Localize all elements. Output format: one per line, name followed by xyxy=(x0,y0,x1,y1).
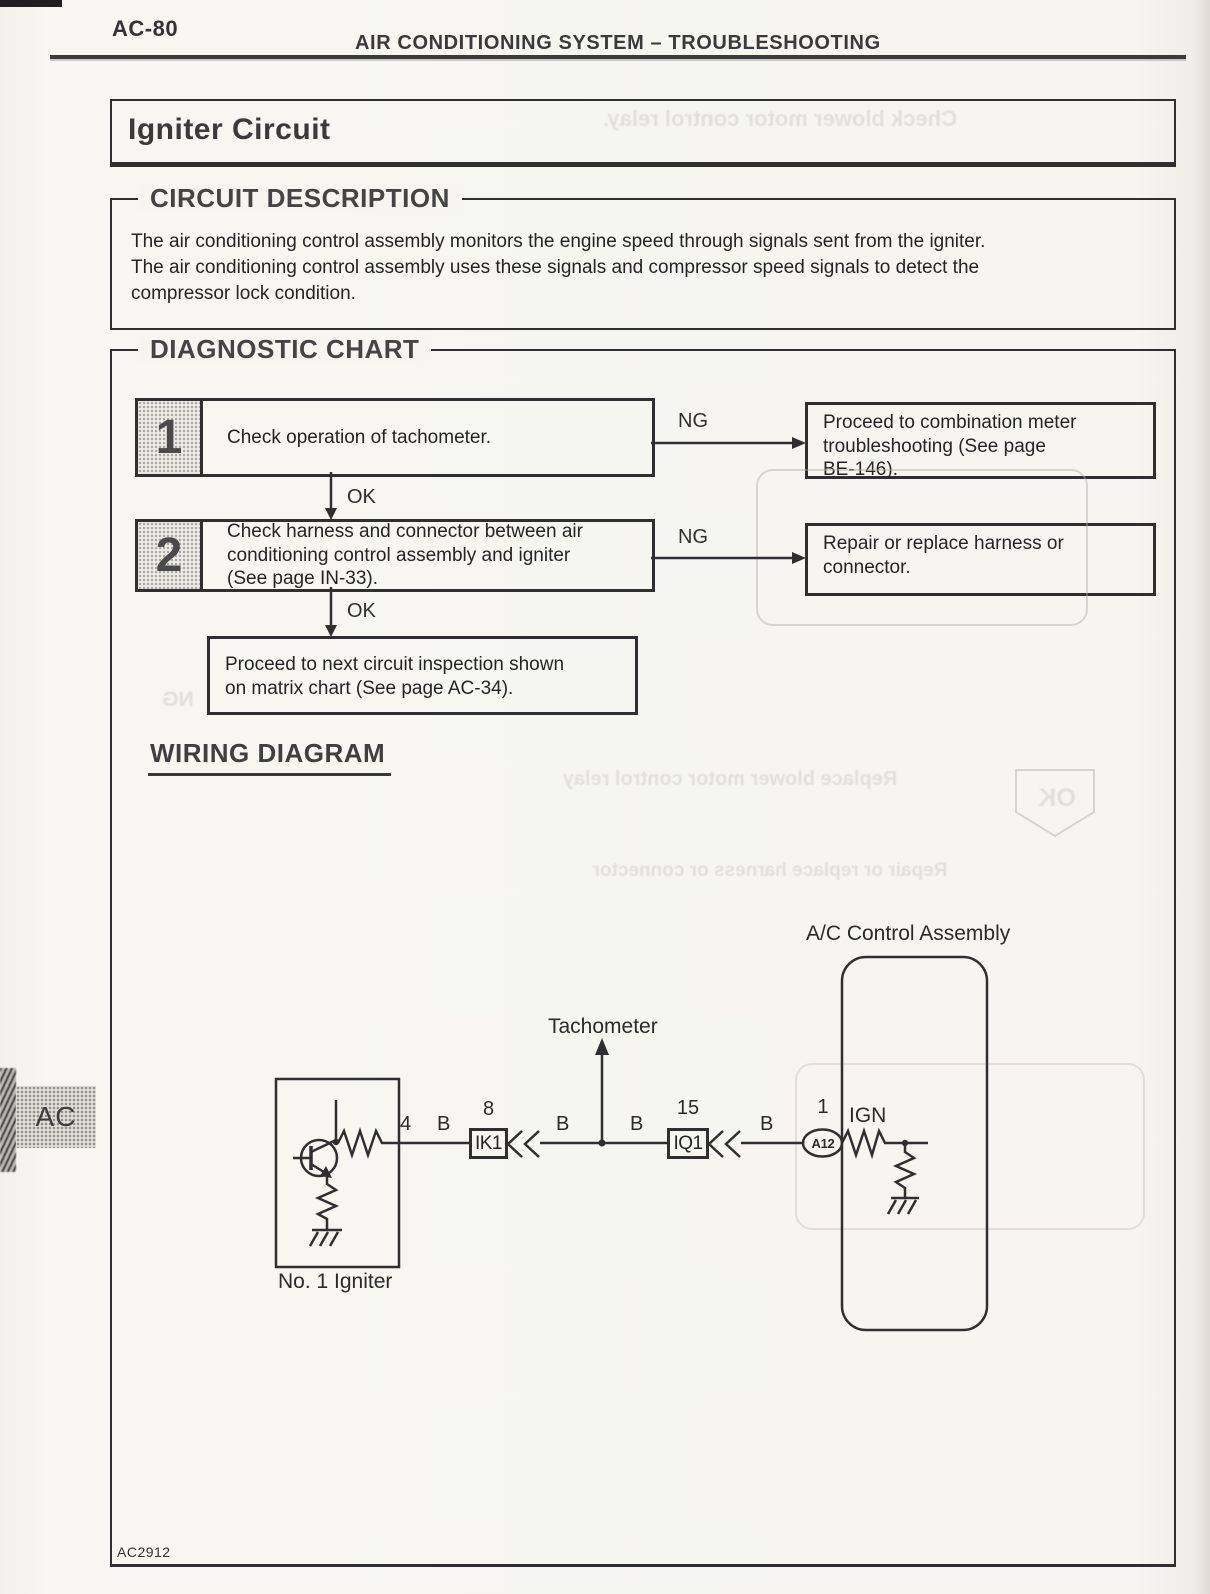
circuit-description-heading: CIRCUIT DESCRIPTION xyxy=(138,183,462,213)
figure-code: AC2912 xyxy=(117,1544,171,1560)
wire-color-b: B xyxy=(556,1113,570,1135)
ok-arrow-2 xyxy=(325,587,337,637)
result-line: Proceed to combination meter xyxy=(823,412,1077,433)
igniter-resistor xyxy=(338,1131,399,1155)
step-number: 2 xyxy=(138,522,203,589)
page-code: AC-80 xyxy=(112,16,179,41)
connector-a12-oval xyxy=(803,1130,842,1157)
tachometer-label: Tachometer xyxy=(548,1015,658,1038)
diagnostic-chart-heading: DIAGNOSTIC CHART xyxy=(138,334,431,364)
connector-iq1: IQ1 xyxy=(667,1128,709,1159)
pin-4-label: 4 xyxy=(400,1113,412,1135)
igniter-label: No. 1 Igniter xyxy=(278,1270,393,1293)
wiring-diagram-heading: WIRING DIAGRAM xyxy=(148,738,391,776)
ghost-outline xyxy=(796,1064,1144,1229)
igniter-box xyxy=(276,1079,399,1267)
check-line: Check harness and connector between air xyxy=(227,521,583,543)
connector-ik1: IK1 xyxy=(469,1128,508,1159)
assembly-ground xyxy=(888,1198,919,1214)
connector-a12: A12 xyxy=(811,1135,835,1151)
ok-label: OK xyxy=(347,486,376,508)
check-line: conditioning control assembly and igniter xyxy=(227,544,571,566)
pin-15-label: 15 xyxy=(676,1097,700,1119)
wire-color-b: B xyxy=(760,1113,774,1135)
ghost-text: NG xyxy=(162,688,194,711)
igniter-emitter-resistor xyxy=(318,1176,336,1230)
ghost-text: Repair or replace harness or connector xyxy=(592,860,948,881)
result-line: BE-146). xyxy=(823,459,898,480)
connector-chevrons-ik1 xyxy=(508,1131,539,1157)
result-line: connector. xyxy=(823,556,911,578)
igniter-ground xyxy=(310,1230,342,1246)
final-line: Proceed to next circuit inspection shown xyxy=(225,654,565,675)
description-line: The air conditioning control assembly uses these signals and compressor speed signals to detect the xyxy=(131,257,980,278)
check-line: (See page IN-33). xyxy=(227,568,379,590)
wire-color-b: B xyxy=(437,1113,451,1135)
ok-label: OK xyxy=(347,600,376,622)
ng-arrow-2 xyxy=(651,552,806,564)
check-line: Check operation of tachometer. xyxy=(227,426,492,448)
pulldown-resistor xyxy=(896,1143,914,1198)
ghost-outline xyxy=(1016,770,1094,836)
description-line: The air conditioning control assembly monitors the engine speed through signals sent from the igniter. xyxy=(131,231,986,252)
tachometer-arrow xyxy=(595,1038,609,1147)
page-header-title: AIR CONDITIONING SYSTEM – TROUBLESHOOTING xyxy=(355,32,881,54)
ok-arrow-1 xyxy=(325,472,337,520)
page-title: Igniter Circuit xyxy=(128,113,331,146)
description-line: compressor lock condition. xyxy=(131,283,356,304)
ng-arrow-1 xyxy=(651,437,806,449)
step-number: 1 xyxy=(138,401,203,474)
final-line: on matrix chart (See page AC-34). xyxy=(225,677,514,699)
ign-label: IGN xyxy=(849,1104,887,1127)
ng-label: NG xyxy=(678,526,708,548)
ign-resistor xyxy=(842,1131,928,1155)
result-line: Repair or replace harness or xyxy=(823,533,1064,554)
page-side-tab: AC xyxy=(16,1086,96,1148)
ghost-outline xyxy=(757,470,1087,625)
ng-label: NG xyxy=(678,410,708,432)
transistor-symbol xyxy=(293,1100,339,1178)
ac-control-assembly-label: A/C Control Assembly xyxy=(806,922,1011,945)
ghost-text: Replace blower motor control relay xyxy=(562,768,898,790)
pin-1-label: 1 xyxy=(817,1096,829,1118)
result-line: troubleshooting (See page xyxy=(823,435,1046,457)
pin-8-label: 8 xyxy=(482,1098,495,1120)
ghost-text: OK xyxy=(1038,784,1076,812)
ghost-text: Check blower motor control relay. xyxy=(602,106,958,131)
connector-chevrons-iq1 xyxy=(709,1131,740,1157)
wire-color-b: B xyxy=(630,1113,644,1135)
